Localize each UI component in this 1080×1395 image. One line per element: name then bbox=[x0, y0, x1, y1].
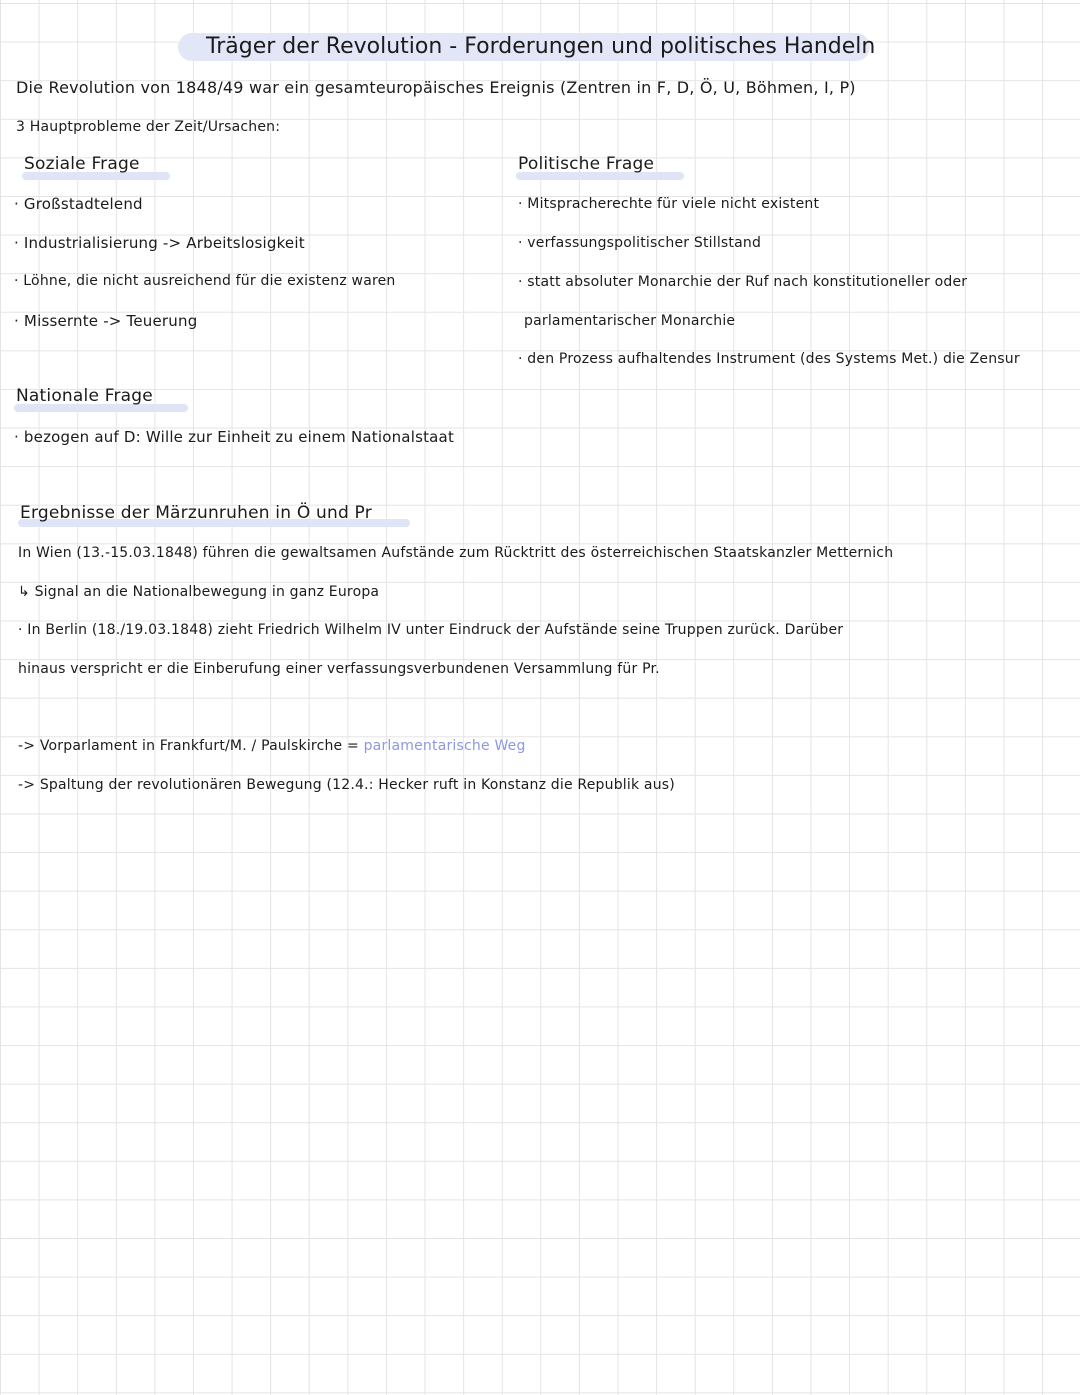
political-item: parlamentarischer Monarchie bbox=[524, 313, 736, 329]
intro-text: Die Revolution von 1848/49 war ein gesamteuropäisches Ereignis (Zentren in F, D, Ö, U, Böhmen, I, P) bbox=[16, 78, 856, 97]
political-item: · verfassungspolitischer Stillstand bbox=[518, 235, 762, 251]
social-item: · Missernte -> Teuerung bbox=[14, 312, 198, 330]
political-item: · Mitspracherechte für viele nicht existent bbox=[518, 196, 820, 212]
arrow-line-vorparlament bbox=[18, 738, 526, 754]
national-heading: Nationale Frage bbox=[16, 386, 153, 406]
results-line: In Wien (13.-15.03.1848) führen die gewaltsamen Aufstände zum Rücktritt des österreichischen Staatskanzler Metternich bbox=[18, 545, 894, 561]
arrow-line-spaltung: -> Spaltung der revolutionären Bewegung (12.4.: Hecker ruft in Konstanz die Republik aus) bbox=[18, 777, 675, 793]
political-heading: Politische Frage bbox=[518, 154, 655, 174]
political-item: · den Prozess aufhaltendes Instrument (des Systems Met.) die Zensur bbox=[518, 351, 1020, 367]
page-title: Träger der Revolution - Forderungen und politisches Handeln bbox=[206, 34, 876, 59]
social-item: · Industrialisierung -> Arbeitslosigkeit bbox=[14, 234, 305, 252]
national-item: · bezogen auf D: Wille zur Einheit zu einem Nationalstaat bbox=[14, 428, 455, 446]
political-item: · statt absoluter Monarchie der Ruf nach konstitutioneller oder bbox=[518, 274, 968, 290]
vorparlament-text: -> Vorparlament in Frankfurt/M. / Paulskirche bbox=[18, 738, 343, 754]
problems-heading: 3 Hauptprobleme der Zeit/Ursachen: bbox=[16, 119, 281, 135]
equals-sign: = bbox=[342, 738, 364, 754]
results-line: ↳ Signal an die Nationalbewegung in ganz Europa bbox=[18, 584, 380, 600]
social-heading: Soziale Frage bbox=[24, 154, 140, 174]
social-item: · Löhne, die nicht ausreichend für die existenz waren bbox=[14, 273, 396, 289]
results-line: · In Berlin (18./19.03.1848) zieht Friedrich Wilhelm IV unter Eindruck der Aufstände seine Truppen zurück. Darüber bbox=[18, 622, 844, 638]
results-line: hinaus verspricht er die Einberufung einer verfassungsverbundenen Versammlung für Pr. bbox=[18, 661, 660, 677]
social-item: · Großstadtelend bbox=[14, 195, 143, 213]
parliamentary-way-text: parlamentarische Weg bbox=[363, 738, 526, 754]
results-heading: Ergebnisse der Märzunruhen in Ö und Pr bbox=[20, 503, 372, 523]
